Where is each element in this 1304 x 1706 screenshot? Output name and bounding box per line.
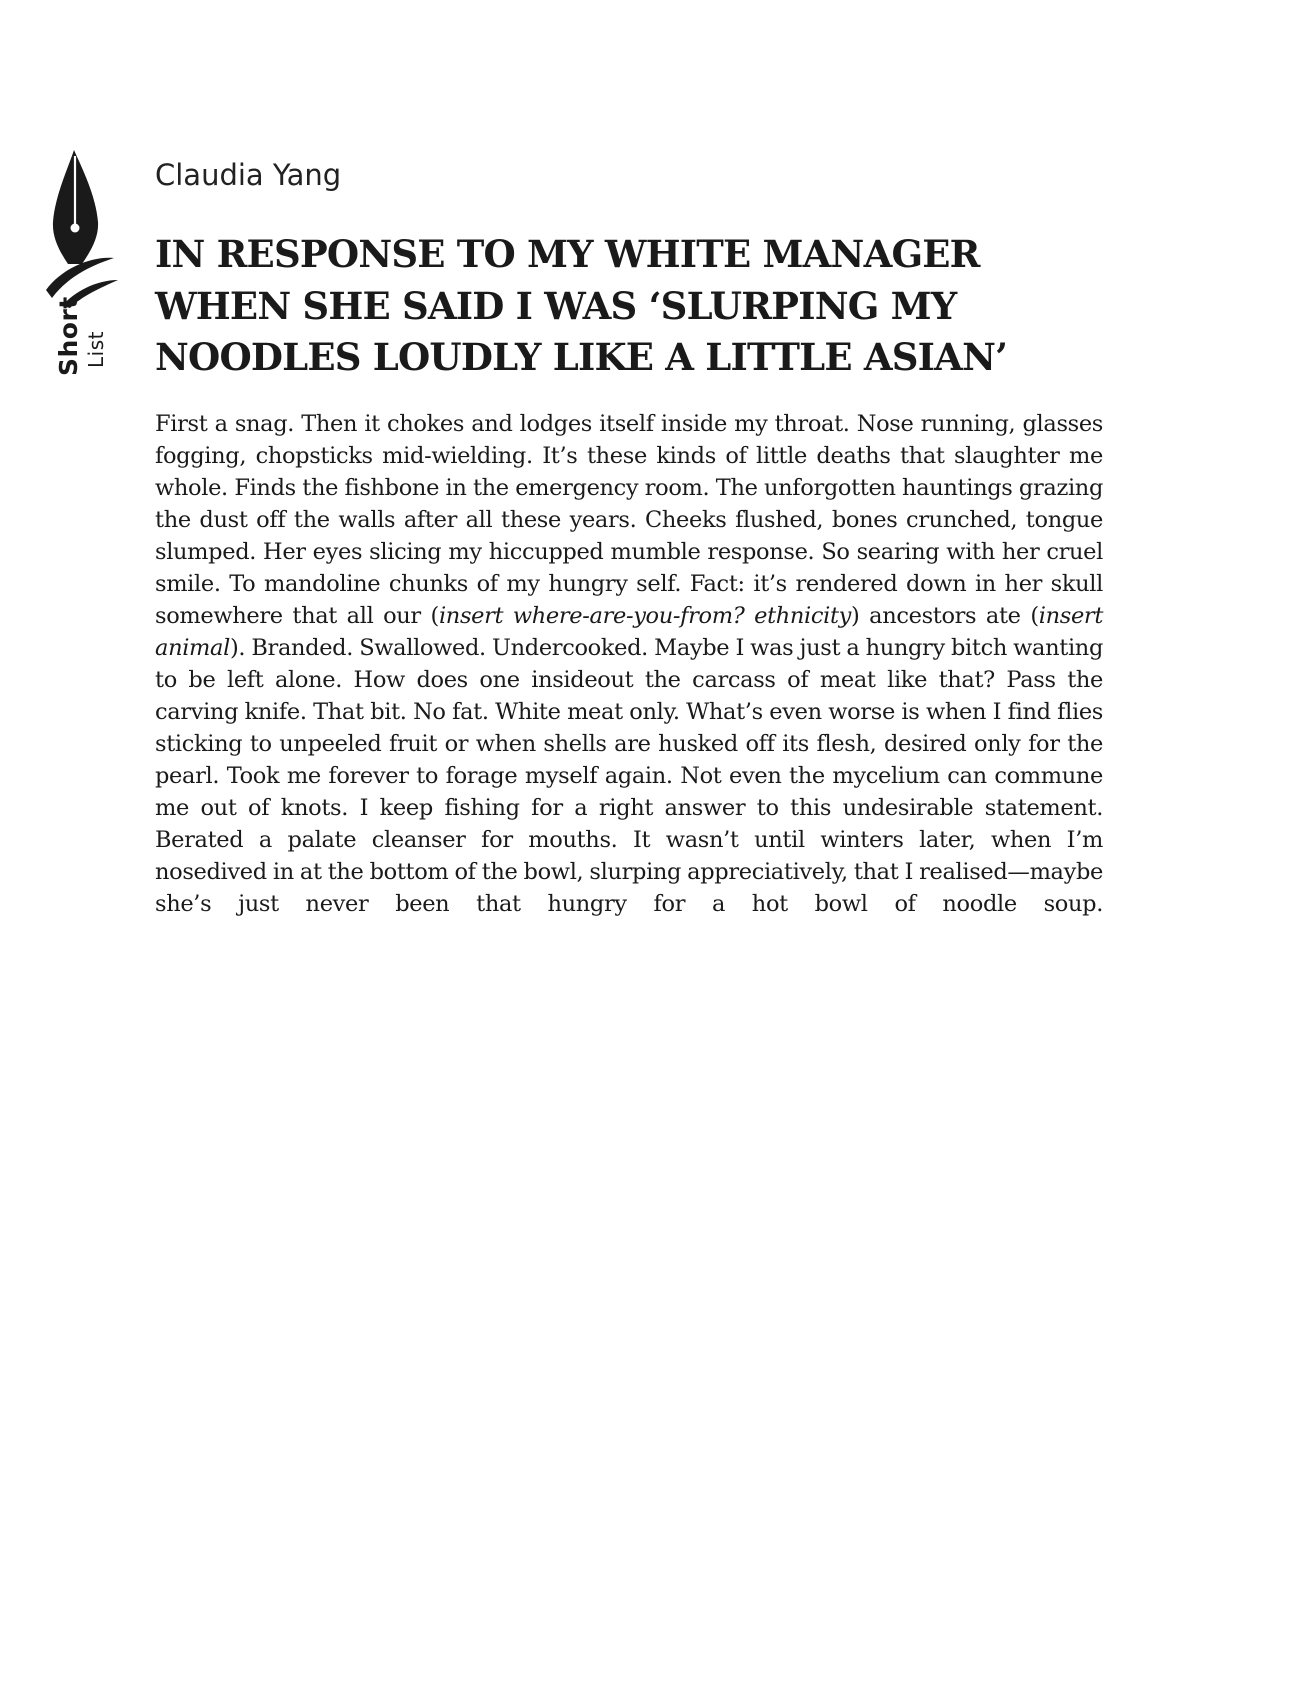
logo-word-list: List <box>84 331 108 368</box>
author-name: Claudia Yang <box>155 158 342 192</box>
fountain-pen-nib-icon <box>44 148 124 308</box>
title-line: IN RESPONSE TO MY WHITE MANAGER <box>155 231 980 276</box>
article-title <box>155 229 1103 384</box>
poem-body <box>155 408 1103 920</box>
body-text-part: ) ancestors ate ( <box>851 603 1039 630</box>
body-italic-part: insert where-are-you-from? ethnicity <box>438 603 852 630</box>
title-line: WHEN SHE SAID I WAS ‘SLURPING MY <box>155 283 957 328</box>
article <box>155 158 1103 920</box>
logo-wordmark <box>54 296 114 384</box>
logo-word-short: Short <box>54 296 83 376</box>
body-italic-part: insert animal <box>155 603 1104 662</box>
body-text-part: ). Branded. Swallowed. Undercooked. Maybe I was just a hungry bitch wanting to be left alone. How does one insideout the carcass of meat like that? Pass the carving knife. That bit. No fat. White meat only. What’s even worse is when I find flies sticking to unpeeled fruit or when shells are husked off its flesh, desired only for the pearl. Took me forever to forage myself again. Not even the mycelium can commune me out of knots. I keep fishing for a right answer to this undesirable statement. Berated a palate cleanser for mouths. It wasn’t until winters later, when I’m nosedived in at the bottom of the bowl, slurping appreciatively, that I realised—maybe she’s just never been that hungry for a hot bowl of noodle soup. <box>155 635 1103 918</box>
title-line: NOODLES LOUDLY LIKE A LITTLE ASIAN’ <box>155 335 1008 380</box>
body-text-part: First a snag. Then it chokes and lodges itself inside my throat. Nose running, glasses fogging, chopsticks mid-wielding. It’s these kinds of little deaths that slaughter me whole. Finds the fishbone in the emergency room. The unforgotten hauntings grazing the dust off the walls after all these years. Cheeks flushed, bones crunched, tongue slumped. Her eyes slicing my hiccupped mumble response. So searing with her cruel smile. To mandoline chunks of my hungry self. Fact: it’s rendered down in her skull somewhere that all our ( <box>155 411 1103 630</box>
